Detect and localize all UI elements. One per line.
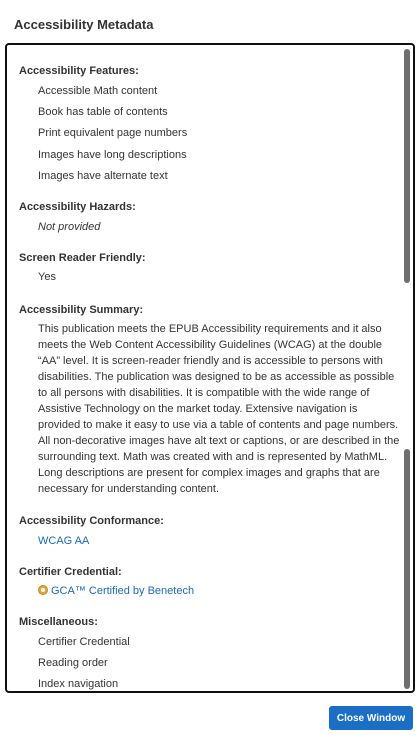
screen-reader-heading: Screen Reader Friendly: [19, 252, 146, 264]
vertical-scrollbar[interactable] [403, 47, 411, 689]
hazards-heading: Accessibility Hazards: [19, 201, 136, 213]
hazards-value: Not provided [38, 221, 101, 233]
dialog-title: Accessibility Metadata [14, 17, 154, 32]
metadata-panel[interactable] [5, 43, 415, 693]
misc-item: Index navigation [38, 678, 119, 690]
feature-item: Images have long descriptions [38, 149, 187, 161]
gca-badge-icon [38, 585, 48, 595]
screen-reader-value: Yes [38, 271, 56, 283]
feature-item: Images have alternate text [38, 170, 168, 182]
metadata-content [13, 45, 399, 691]
feature-item: Book has table of contents [38, 106, 168, 118]
summary-text: This publication meets the EPUB Accessibility requirements and it also meets the Web Content Accessibility Guidelines (WCAG) at the double “AA” level. It is screen-reader friendly and is accessible to persons with disabilities. The publication was designed to be as accessible as possible to all persons with disabilities. It is compatible with the wide range of Assistive Technology on the market today. Extensive navigation is provided to make it easy to use via a table of contents and page numbers. All non-decorative images have alt text or captions, or are described in the surrounding text. Math was created with and is represented by MathML. Long descriptions are present for complex images and graphs that are necessary for understanding content. [38, 323, 400, 495]
misc-heading: Miscellaneous: [19, 616, 98, 628]
conformance-heading: Accessibility Conformance: [19, 515, 164, 527]
features-heading: Accessibility Features: [19, 65, 139, 77]
certifier-link-label: GCA™ Certified by Benetech [51, 585, 195, 597]
summary-heading: Accessibility Summary: [19, 304, 144, 316]
certifier-link[interactable] [38, 585, 194, 597]
conformance-link[interactable]: WCAG AA [38, 535, 90, 547]
certifier-heading: Certifier Credential: [19, 566, 122, 578]
feature-item: Print equivalent page numbers [38, 127, 188, 139]
close-window-button[interactable]: Close Window [329, 706, 413, 730]
scrollbar-thumb[interactable] [404, 449, 410, 689]
feature-item: Accessible Math content [38, 85, 158, 97]
misc-item: Reading order [38, 657, 108, 669]
misc-item: Certifier Credential [38, 636, 130, 648]
scrollbar-thumb[interactable] [404, 49, 410, 283]
